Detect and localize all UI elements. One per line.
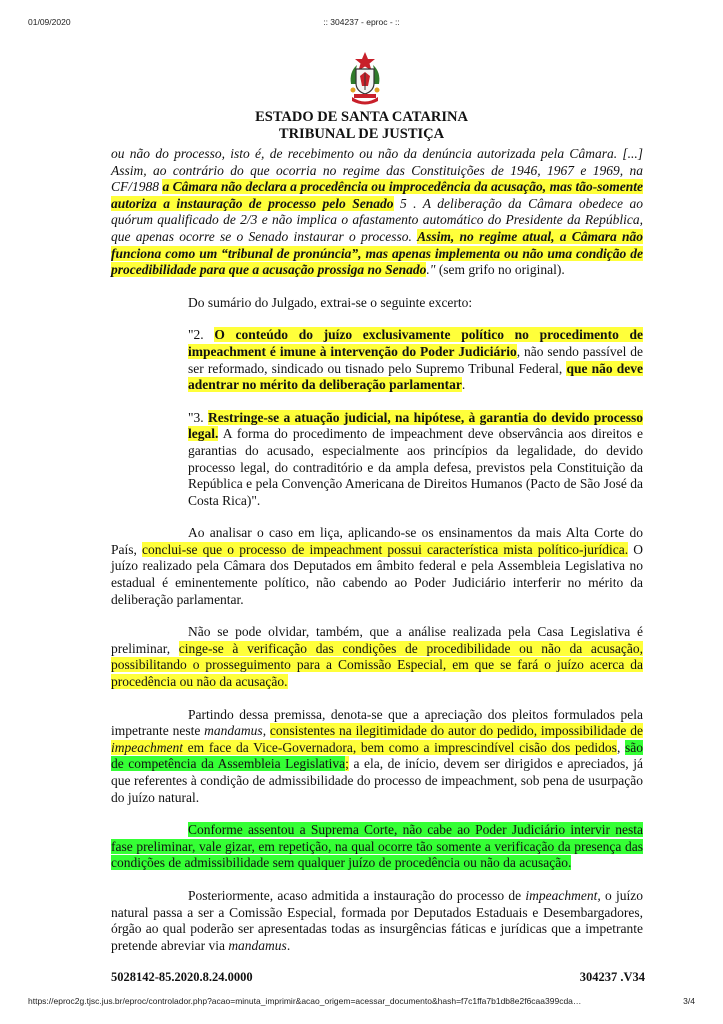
- highlight: O conteúdo do juízo exclusivamente político no procedimento de impeachment é imune à intervenção do Poder Judiciário: [188, 327, 643, 359]
- highlight: impeachment: [111, 739, 183, 755]
- text: .: [461, 377, 466, 393]
- highlight: que não deve adentrar no mérito da deliberação parlamentar: [188, 360, 643, 393]
- paragraph-analysis: [111, 525, 643, 608]
- print-url: https://eproc2g.tjsc.jus.br/eproc/controlador.php?acao=minuta_imprimir&acao_origem=acessar_documento&hash=f7c1ffa7b1db8e2f6caa399cda…: [28, 996, 582, 1006]
- print-page-title: :: 304237 - eproc - ::: [323, 17, 400, 27]
- text: impeachment,: [525, 887, 601, 903]
- highlight-green: Conforme assentou a Suprema Corte, não cabe ao Poder Judiciário intervir nesta fase preliminar, vale gizar, em repetição, na qual ocorre tão somente a verificação da presença das condições de admissibilidade sem qualquer juízo de procedência ou não da acusação.: [111, 822, 643, 871]
- text: ou não do processo, isto é, de recebimento ou não da denúncia autorizada pela Câmara. [...] Assim, ao contrário do que ocorria no regime das Constituições de 1946, 1967 e 1969, na CF/1988: [111, 146, 643, 195]
- highlight: Restringe-se a atuação judicial, na hipótese, à garantia do devido processo legal.: [188, 409, 644, 442]
- print-page-number: 3/4: [683, 996, 695, 1006]
- text: .: [286, 937, 291, 953]
- paragraph-preliminary: [111, 624, 643, 690]
- highlight: a Câmara não declara a procedência ou improcedência da acusação, mas tão-somente autoriza a instauração de processo pelo Senado: [111, 179, 643, 211]
- text: a ela, de início, devem ser dirigidos e apreciados, já que referentes à condição de admissibilidade do processo de impeachment, sob pena de usurpação do juízo natural.: [111, 756, 643, 805]
- text: Posteriormente, acaso admitida a instauração do processo de: [188, 887, 526, 903]
- state-name: ESTADO DE SANTA CATARINA: [255, 109, 468, 125]
- text: Não se pode olvidar, também, que a análise realizada pela Casa Legislativa é preliminar,: [111, 624, 643, 656]
- text: "2.: [188, 327, 215, 343]
- text: mandamus: [204, 723, 263, 739]
- highlight: em face da Vice-Governadora, bem como a imprescindível cisão dos pedidos: [182, 739, 617, 755]
- text: o juízo natural passa a ser a Comissão Especial, formada por Deputados Estaduais e Desembargadores, órgão ao qual poderão ser apresentadas todas as insurgências fáticas e jurídicas que a impetrante pretende abreviar via: [111, 887, 644, 953]
- text: mandamus: [228, 937, 287, 953]
- text: , não sendo passível de ser reformado, sindicado ou tisnado pelo Supremo Tribunal Federal,: [188, 343, 643, 376]
- paragraph-supreme-court: [111, 822, 643, 872]
- court-name: TRIBUNAL DE JUSTIÇA: [278, 126, 445, 142]
- text: O juízo realizado pela Câmara dos Deputados em âmbito federal e pela Assembleia Legislativa no estadual é eminentemente político, não cabendo ao Poder Judiciário interferir no mérito da deliberação parlamentar.: [111, 541, 643, 607]
- text: A forma do procedimento de impeachment deve observância aos direitos e garantias do acusado, especialmente aos princípios da legalidade, do devido processo legal, do contraditório e da ampla defesa, previstos pela Constituição da República e pela Convenção Americana de Direitos Humanos (Pacto de São José da Costa Rica)".: [188, 426, 643, 508]
- highlight: Assim, no regime atual, a Câmara não funciona como um “tribunal de pronúncia”, mas apenas implementa ou não uma condição de procedibilidade para que a acusação prossiga no Senado: [111, 228, 643, 278]
- text: ,: [616, 739, 625, 755]
- process-number: 5028142-85.2020.8.24.0000: [111, 970, 253, 984]
- document-body: [111, 146, 643, 954]
- text: Ao analisar o caso em liça, aplicando-se os ensinamentos da mais Alta Corte do País,: [111, 525, 643, 557]
- text: ,: [262, 723, 270, 739]
- highlight: consistentes na ilegitimidade do autor do pedido, impossibilidade de: [269, 723, 644, 739]
- text: .": [426, 262, 436, 278]
- text: Partindo dessa premissa, denota-se que a apreciação dos pleitos formulados pela impetrante neste: [111, 706, 643, 739]
- highlight: conclui-se que o processo de impeachment possui característica mista político-jurídica.: [142, 541, 629, 557]
- text: 5 . A deliberação da Câmara obedece ao quórum qualificado de 2/3 e não implica o afastamento automático do Presidente da República, que apenas ocorre se o Senado instaurar o processo.: [111, 195, 643, 244]
- highlight: ;: [345, 756, 349, 772]
- print-date: 01/09/2020: [28, 17, 71, 27]
- highlight-green: são de competência da Assembleia Legislativa: [111, 739, 643, 772]
- quote-item-2: [188, 327, 643, 393]
- document-version: 304237 .V34: [579, 970, 645, 984]
- paragraph-premise: [111, 707, 643, 807]
- text: "3.: [188, 409, 208, 425]
- quote-item-3: [188, 410, 643, 510]
- text: (sem grifo no original).: [435, 262, 565, 278]
- paragraph-quote-continuation: [111, 146, 643, 279]
- highlight: cinge-se à verificação das condições de procedibilidade ou não da acusação, possibilitando o prosseguimento para a Comissão Especial, em que se fará o juízo acerca da procedência ou não da acusação.: [111, 640, 643, 690]
- santa-catarina-coat-of-arms-icon: [345, 50, 385, 108]
- paragraph-subsequently: [111, 888, 643, 954]
- paragraph-summary-intro: Do sumário do Julgado, extrai-se o seguinte excerto:: [188, 294, 473, 310]
